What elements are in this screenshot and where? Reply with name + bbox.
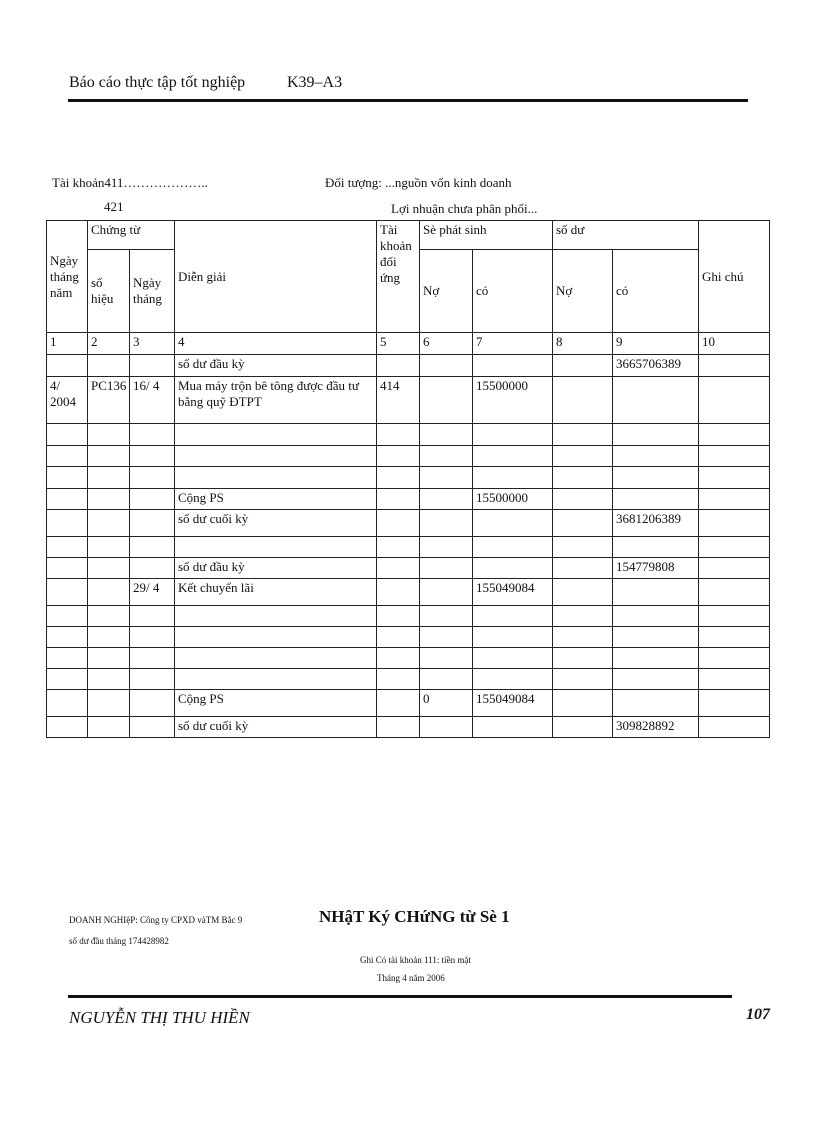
table-cell: 16/ 4 — [130, 377, 175, 424]
table-cell — [175, 606, 377, 627]
table-cell — [47, 717, 88, 738]
table-row — [47, 690, 770, 717]
table-cell — [420, 537, 473, 558]
table-cell — [88, 446, 130, 467]
account-sub: 421 — [104, 199, 124, 214]
table-cell — [130, 446, 175, 467]
table-cell — [88, 558, 130, 579]
table-cell — [175, 467, 377, 489]
index-cell: 6 — [420, 333, 473, 355]
table-cell — [473, 606, 553, 627]
table-cell — [47, 648, 88, 669]
table-cell — [699, 446, 770, 467]
index-cell: 2 — [88, 333, 130, 355]
table-cell — [377, 648, 420, 669]
table-cell — [175, 627, 377, 648]
table-cell: 3665706389 — [613, 355, 699, 377]
table-cell — [377, 489, 420, 510]
table-cell — [553, 606, 613, 627]
table-cell: số dư đầu kỳ — [175, 558, 377, 579]
col-header-voucher: Chứng từ — [88, 221, 175, 250]
table-cell: Cộng PS — [175, 489, 377, 510]
account-label: Tài khoản411……………….. — [52, 175, 208, 190]
table-cell — [699, 717, 770, 738]
table-cell — [88, 467, 130, 489]
table-cell — [553, 627, 613, 648]
table-row — [47, 467, 770, 489]
class-code: K39–A3 — [287, 74, 343, 91]
table-cell — [88, 489, 130, 510]
index-cell: 3 — [130, 333, 175, 355]
table-row — [47, 717, 770, 738]
table-cell — [130, 467, 175, 489]
table-row — [47, 648, 770, 669]
table-cell — [553, 537, 613, 558]
table-cell — [130, 606, 175, 627]
table-cell — [130, 537, 175, 558]
table-cell — [613, 467, 699, 489]
table-cell — [473, 355, 553, 377]
table-cell — [553, 558, 613, 579]
table-cell: 3681206389 — [613, 510, 699, 537]
table-cell — [699, 606, 770, 627]
table-cell — [88, 579, 130, 606]
table-cell — [420, 579, 473, 606]
table-cell: 155049084 — [473, 579, 553, 606]
table-cell — [175, 648, 377, 669]
table-cell — [553, 377, 613, 424]
table-row — [47, 510, 770, 537]
table-cell — [47, 446, 88, 467]
table-row — [47, 355, 770, 377]
table-cell — [699, 627, 770, 648]
table-cell — [553, 446, 613, 467]
table-row — [47, 446, 770, 467]
table-cell — [699, 467, 770, 489]
table-cell — [47, 467, 88, 489]
table-cell — [613, 377, 699, 424]
table-cell: 154779808 — [613, 558, 699, 579]
report-title: Báo cáo thực tập tốt nghiệp — [69, 74, 246, 91]
table-cell — [130, 424, 175, 446]
table-cell: 309828892 — [613, 717, 699, 738]
table-cell — [175, 669, 377, 690]
table-cell — [473, 467, 553, 489]
header-row-1 — [47, 221, 770, 250]
table-row — [47, 424, 770, 446]
table-cell — [377, 690, 420, 717]
table-cell — [473, 669, 553, 690]
table-cell — [130, 558, 175, 579]
table-cell — [377, 537, 420, 558]
table-cell — [88, 606, 130, 627]
table-cell — [613, 537, 699, 558]
table-cell — [377, 717, 420, 738]
table-cell: số dư cuối kỳ — [175, 717, 377, 738]
table-cell — [130, 355, 175, 377]
table-cell — [613, 648, 699, 669]
header-rule — [68, 99, 748, 102]
col-header-voucher-date: Ngày tháng — [130, 250, 175, 333]
table-cell — [47, 355, 88, 377]
table-cell — [130, 510, 175, 537]
table-cell — [175, 424, 377, 446]
table-cell: Kết chuyển lãi — [175, 579, 377, 606]
index-cell: 7 — [473, 333, 553, 355]
table-cell — [47, 690, 88, 717]
table-cell — [47, 510, 88, 537]
table-cell — [47, 669, 88, 690]
table-cell — [88, 669, 130, 690]
table-cell — [88, 648, 130, 669]
table-cell: số dư cuối kỳ — [175, 510, 377, 537]
table-cell — [130, 717, 175, 738]
table-cell: 29/ 4 — [130, 579, 175, 606]
table-cell — [553, 489, 613, 510]
table-row — [47, 377, 770, 424]
table-cell — [699, 558, 770, 579]
table-cell — [88, 537, 130, 558]
table-cell: 155049084 — [473, 690, 553, 717]
table-cell — [420, 558, 473, 579]
table-cell — [47, 489, 88, 510]
table-cell — [699, 355, 770, 377]
table-row — [47, 627, 770, 648]
footer-rule — [68, 995, 732, 998]
table-cell — [553, 690, 613, 717]
table-cell — [377, 627, 420, 648]
col-header-credit-1: có — [473, 250, 553, 333]
table-row — [47, 489, 770, 510]
table-cell — [130, 690, 175, 717]
table-cell: 15500000 — [473, 377, 553, 424]
table-cell — [473, 558, 553, 579]
table-cell — [377, 558, 420, 579]
page-number: 107 — [746, 1006, 770, 1023]
table-cell — [175, 446, 377, 467]
table-cell — [130, 669, 175, 690]
index-cell: 5 — [377, 333, 420, 355]
table-cell — [420, 446, 473, 467]
table-cell — [473, 446, 553, 467]
table-cell — [47, 537, 88, 558]
table-cell — [420, 377, 473, 424]
table-cell — [130, 627, 175, 648]
table-cell — [377, 579, 420, 606]
table-cell — [613, 606, 699, 627]
table-row — [47, 579, 770, 606]
index-row — [47, 333, 770, 355]
col-header-debit-1: Nợ — [420, 250, 473, 333]
object-sub: Lợi nhuận chưa phân phối... — [391, 201, 538, 216]
table-cell — [699, 489, 770, 510]
opening-balance: số dư đầu tháng 174428982 — [69, 936, 169, 946]
table-cell — [420, 669, 473, 690]
table-cell — [420, 467, 473, 489]
table-cell — [553, 510, 613, 537]
table-cell — [553, 717, 613, 738]
table-cell — [473, 510, 553, 537]
table-cell — [699, 377, 770, 424]
table-cell — [553, 648, 613, 669]
table-cell — [420, 424, 473, 446]
table-cell — [420, 627, 473, 648]
table-cell — [175, 537, 377, 558]
table-cell — [699, 690, 770, 717]
col-header-account: Tài khoản đối ứng — [377, 221, 420, 333]
table-cell — [47, 627, 88, 648]
table-cell — [47, 558, 88, 579]
table-cell — [473, 537, 553, 558]
table-cell — [47, 424, 88, 446]
table-cell — [377, 446, 420, 467]
table-cell: số dư đầu kỳ — [175, 355, 377, 377]
journal-title: NHậT Ký CHứNG từ Sè 1 — [319, 907, 510, 926]
col-header-transactions: Sè phát sinh — [420, 221, 553, 250]
table-row — [47, 606, 770, 627]
table-cell — [699, 510, 770, 537]
table-cell — [699, 648, 770, 669]
table-cell — [47, 579, 88, 606]
company-label: DOANH NGHIệP: Công ty CPXD vàTM Bắc 9 — [69, 915, 243, 925]
table-cell: 15500000 — [473, 489, 553, 510]
table-cell: 414 — [377, 377, 420, 424]
table-cell — [613, 489, 699, 510]
table-cell: 0 — [420, 690, 473, 717]
table-cell — [613, 690, 699, 717]
table-row — [47, 537, 770, 558]
table-cell — [553, 669, 613, 690]
table-cell — [420, 355, 473, 377]
table-cell — [377, 424, 420, 446]
col-header-voucher-number: số hiệu — [88, 250, 130, 333]
col-header-note: Ghi chú — [699, 221, 770, 333]
table-cell — [613, 424, 699, 446]
index-cell: 1 — [47, 333, 88, 355]
credit-note: Ghi Có tài khoản 111: tiền mặt — [360, 955, 471, 965]
table-cell — [699, 537, 770, 558]
table-cell — [613, 446, 699, 467]
col-header-description: Diễn giải — [175, 221, 377, 333]
table-cell — [699, 669, 770, 690]
object-label: Đối tượng: ...nguồn vốn kinh doanh — [325, 175, 512, 190]
table-cell — [47, 606, 88, 627]
col-header-debit-2: Nợ — [553, 250, 613, 333]
table-cell — [613, 579, 699, 606]
index-cell: 4 — [175, 333, 377, 355]
col-header-balance: số dư — [553, 221, 699, 250]
ledger-table — [46, 220, 770, 738]
table-cell: PC136 — [88, 377, 130, 424]
col-header-credit-2: có — [613, 250, 699, 333]
table-cell — [553, 424, 613, 446]
table-cell — [88, 627, 130, 648]
table-cell — [420, 510, 473, 537]
table-cell — [420, 717, 473, 738]
table-cell — [88, 690, 130, 717]
table-cell — [473, 648, 553, 669]
table-cell — [130, 489, 175, 510]
table-cell — [88, 355, 130, 377]
table-cell — [130, 648, 175, 669]
table-cell — [553, 467, 613, 489]
table-row — [47, 558, 770, 579]
table-cell — [420, 648, 473, 669]
table-cell: Mua máy trộn bê tông được đầu tư bằng quỹ ĐTPT — [175, 377, 377, 424]
table-cell — [473, 717, 553, 738]
table-cell — [88, 717, 130, 738]
table-cell — [699, 579, 770, 606]
table-cell — [88, 424, 130, 446]
table-cell — [377, 669, 420, 690]
table-cell — [420, 489, 473, 510]
table-cell: 4/ 2004 — [47, 377, 88, 424]
table-cell — [553, 355, 613, 377]
month-label: Tháng 4 năm 2006 — [377, 973, 445, 983]
table-cell: Cộng PS — [175, 690, 377, 717]
table-cell — [377, 510, 420, 537]
author-name: NGUYỄN THỊ THU HIỀN — [69, 1008, 250, 1027]
table-cell — [377, 355, 420, 377]
table-cell — [88, 510, 130, 537]
table-cell — [377, 606, 420, 627]
table-cell — [473, 627, 553, 648]
table-cell — [613, 627, 699, 648]
index-cell: 8 — [553, 333, 613, 355]
ledger-body — [47, 355, 770, 738]
col-header-date: Ngày tháng năm — [47, 221, 88, 333]
table-cell — [473, 424, 553, 446]
table-cell — [699, 424, 770, 446]
table-cell — [613, 669, 699, 690]
index-cell: 10 — [699, 333, 770, 355]
table-cell — [553, 579, 613, 606]
table-cell — [377, 467, 420, 489]
table-row — [47, 669, 770, 690]
table-cell — [420, 606, 473, 627]
index-cell: 9 — [613, 333, 699, 355]
